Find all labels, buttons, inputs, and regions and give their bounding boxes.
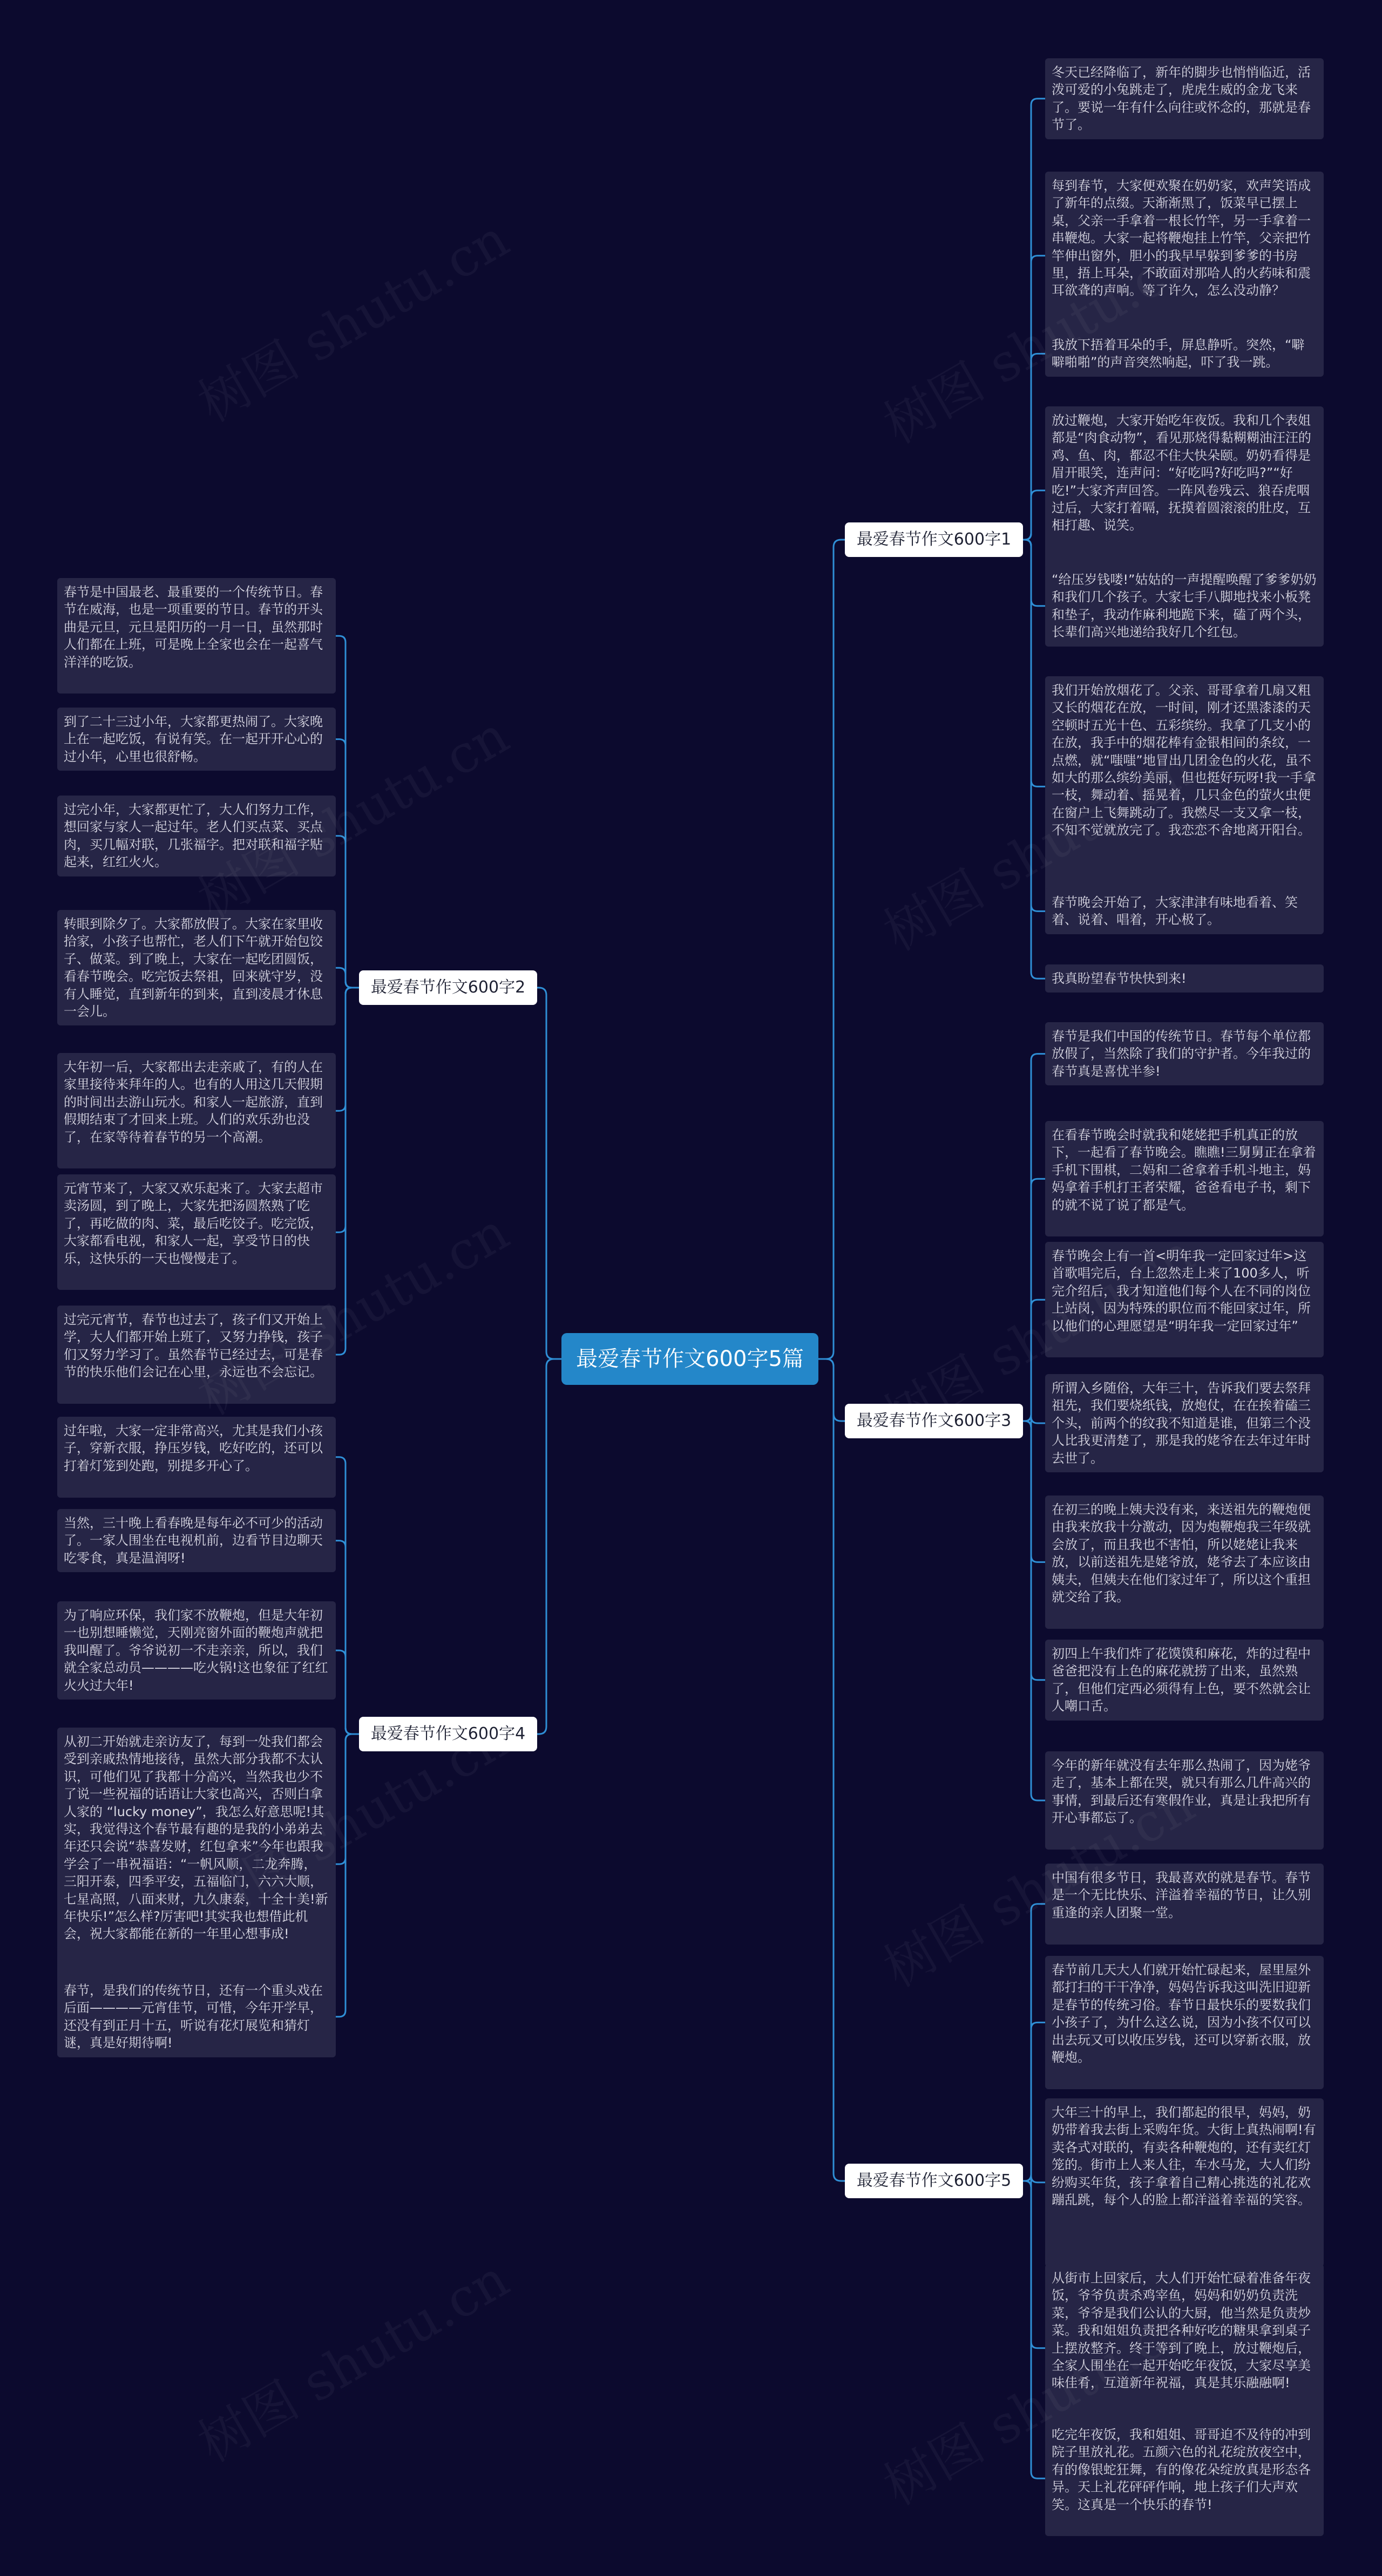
branch-leaf-link — [1023, 1300, 1045, 1421]
leaf-node[interactable]: 春节是中国最老、最重要的一个传统节日。春节在威海，也是一项重要的节日。春节的开头曲是元旦，元旦是阳历的一月一日，虽然那时人们都在上班，可是晚上全家也会在一起喜气洋洋的吃饭。 — [57, 578, 336, 694]
leaf-node[interactable]: “给压岁钱喽!”姑姑的一声提醒唤醒了爹爹奶奶和我们几个孩子。大家七手八脚地找来小板凳和垫子，我动作麻利地跪下来，磕了两个头，长辈们高兴地递给我好几个红包。 — [1045, 566, 1324, 647]
branch-topic-2[interactable]: 最爱春节作文600字2 — [359, 970, 537, 1005]
leaf-node[interactable]: 我放下捂着耳朵的手，屏息静听。突然，“噼噼啪啪”的声音突然响起，吓了我一跳。 — [1045, 331, 1324, 377]
branch-leaf-link — [336, 988, 359, 1355]
branch-topic-1[interactable]: 最爱春节作文600字1 — [845, 522, 1023, 557]
branch-leaf-link — [1023, 540, 1045, 606]
leaf-node[interactable]: 冬天已经降临了，新年的脚步也悄悄临近，活泼可爱的小兔跳走了，虎虎生威的金龙飞来了。要说一年有什么向往或怀念的，那就是春节了。 — [1045, 58, 1324, 139]
branch-topic-5[interactable]: 最爱春节作文600字5 — [845, 2164, 1023, 2198]
branch-topic-4[interactable]: 最爱春节作文600字4 — [359, 1717, 537, 1751]
branch-leaf-link — [336, 636, 359, 988]
branch-leaf-link — [1023, 354, 1045, 540]
branch-leaf-link — [336, 1650, 359, 1734]
leaf-node[interactable]: 我们开始放烟花了。父亲、哥哥拿着几扇又粗又长的烟花在放，一时间，刚才还黑漆漆的天空顿时五光十色、五彩缤纷。我拿了几支小的在放，我手中的烟花棒有金银相间的条纹，一点燃，就“嗤嗤”地冒出几团金色的火花，虽不如大的那么缤纷美丽，但也挺好玩呀!我一手拿一枝，舞动着、摇晃着，几只金色的萤火虫便在窗户上飞舞跳动了。我燃尽一支又拿一枝，不知不觉就放完了。我恋恋不舍地离开阳台。 — [1045, 676, 1324, 897]
branch-leaf-link — [1023, 2181, 1045, 2348]
root-branch-link-4 — [537, 1359, 561, 1734]
leaf-node[interactable]: 放过鞭炮，大家开始吃年夜饭。我和几个表姐都是“肉食动物”，看见那烧得黏糊糊油汪汪的鸡、鱼、肉，都忍不住大快朵颐。奶奶看得是眉开眼笑，连声问：“好吃吗?好吃吗?”“好吃!”大家齐声回答。一阵风卷残云、狼吞虎咽过后，大家打着嗝，抚摸着圆滚滚的肚皮，互相打趣、说笑。 — [1045, 406, 1324, 575]
branch-leaf-link — [1023, 99, 1045, 540]
leaf-node[interactable]: 在初三的晚上姨夫没有来，来送祖先的鞭炮便由我来放我十分激动，因为炮鞭炮我三年级就会放了，而且我也不害怕，所以姥姥让我来放，以前送祖先是姥爷放，姥爷去了本应该由姨夫，但姨夫在他们家过年了，所以这个重担就交给了我。 — [1045, 1496, 1324, 1629]
leaf-node[interactable]: 过完元宵节，春节也过去了，孩子们又开始上学，大人们都开始上班了，又努力挣钱，孩子们又努力学习了。虽然春节已经过去，可是春节的快乐他们会记在心里，永远也不会忘记。 — [57, 1306, 336, 1404]
leaf-node[interactable]: 过年啦，大家一定非常高兴，尤其是我们小孩子，穿新衣服，挣压岁钱，吃好吃的，还可以打着灯笼到处跑，别提多开心了。 — [57, 1417, 336, 1498]
branch-leaf-link — [1023, 1417, 1045, 1428]
leaf-node[interactable]: 大年三十的早上，我们都起的很早，妈妈，奶奶带着我去街上采购年货。大街上真热闹啊!有卖各式对联的，有卖各种鞭炮的，还有卖红灯笼的。街市上人来人往，车水马龙，大人们纷纷购买年货，孩子拿着自己精心挑选的礼花欢蹦乱跳，每个人的脸上都洋溢着幸福的笑容。 — [1045, 2098, 1324, 2267]
leaf-node[interactable]: 今年的新年就没有去年那么热闹了，因为姥爷走了，基本上都在哭，就只有那么几件高兴的事情，到最后还有寒假作业，真是让我把所有开心事都忘了。 — [1045, 1751, 1324, 1850]
leaf-node[interactable]: 转眼到除夕了。大家都放假了。大家在家里收拾家，小孩子也帮忙，老人们下午就开始包饺子、做菜。到了晚上，大家在一起吃团圆饭，看春节晚会。吃完饭去祭祖，回来就守岁，没有人睡觉，直到新年的到来，直到凌晨才休息一会儿。 — [57, 910, 336, 1025]
branch-leaf-link — [336, 1541, 359, 1734]
branch-leaf-link — [1023, 540, 1045, 786]
root-topic[interactable]: 最爱春节作文600字5篇 — [561, 1333, 818, 1385]
leaf-node[interactable]: 我真盼望春节快快到来! — [1045, 964, 1324, 993]
leaf-node[interactable]: 过完小年，大家都更忙了，大人们努力工作，想回家与家人一起过年。老人们买点菜、买点肉，买几幅对联，几张福字。把对联和福字贴起来，红红火火。 — [57, 796, 336, 876]
root-branch-link-3 — [818, 1359, 845, 1421]
root-branch-link-1 — [818, 540, 845, 1359]
leaf-node[interactable]: 每到春节，大家便欢聚在奶奶家，欢声笑语成了新年的点缀。天渐渐黑了，饭菜早已摆上桌，父亲一手拿着一根长竹竿，另一手拿着一串鞭炮。大家一起将鞭炮挂上竹竿，父亲把竹竿伸出窗外，胆小的我早早躲到爹爹的书房里，捂上耳朵，不敢面对那哈人的火药味和震耳欲聋的声响。等了许久，怎么没动静？ — [1045, 172, 1324, 340]
leaf-node[interactable]: 春节晚会开始了，大家津津有味地看着、笑着、说着、唱着，开心极了。 — [1045, 888, 1324, 934]
leaf-node[interactable]: 当然，三十晚上看春晚是每年必不可少的活动了。一家人围坐在电视机前，边看节目边聊天吃零食，真是温润呀! — [57, 1509, 336, 1572]
leaf-node[interactable]: 春节，是我们的传统节日，还有一个重头戏在后面————元宵佳节，可惜，今年开学早，还没有到正月十五，听说有花灯展览和猜灯谜，真是好期待啊! — [57, 1976, 336, 2057]
branch-leaf-link — [1023, 1054, 1045, 1421]
root-branch-link-5 — [818, 1359, 845, 2181]
leaf-node[interactable]: 春节前几天大人们就开始忙碌起来，屋里屋外都打扫的干干净净，妈妈告诉我这叫洗旧迎新是春节的传统习俗。春节日最快乐的要数我们小孩子了，为什么这么说，因为小孩不仅可以出去玩又可以收压岁钱，还可以穿新衣服，放鞭炮。 — [1045, 1956, 1324, 2089]
leaf-node[interactable]: 春节晚会上有一首<明年我一定回家过年>这首歌唱完后，台上忽然走上来了100多人，听完介绍后，我才知道他们每个人在不同的岗位上站岗，因为特殊的职位而不能回家过年，所以他们的心理愿望是“明年我一定回家过年” — [1045, 1242, 1324, 1357]
leaf-node[interactable]: 在看春节晚会时就我和姥姥把手机真正的放下，一起看了春节晚会。瞧瞧!三舅舅正在拿着手机下围棋，二妈和二爸拿着手机斗地主，妈妈拿着手机打王者荣耀，爸爸看电子书，剩下的就不说了说了都是气。 — [1045, 1121, 1324, 1236]
branch-leaf-link — [1023, 1421, 1045, 1800]
branch-leaf-link — [336, 988, 359, 1232]
branch-leaf-link — [1023, 2022, 1045, 2181]
leaf-node[interactable]: 中国有很多节日，我最喜欢的就是春节。春节是一个无比快乐、洋溢着幸福的节日，让久别重逢的亲人团聚一堂。 — [1045, 1864, 1324, 1945]
leaf-node[interactable]: 初四上午我们炸了花馍馍和麻花，炸的过程中爸爸把没有上色的麻花就捞了出来，虽然熟了，但他们定西必须得有上色，要不然就会让人嘲口舌。 — [1045, 1640, 1324, 1721]
branch-leaf-link — [336, 968, 359, 988]
root-branch-link-2 — [537, 988, 561, 1359]
branch-leaf-link — [336, 1734, 359, 2017]
leaf-node[interactable]: 元宵节来了，大家又欢乐起来了。大家去超市卖汤圆，到了晚上，大家先把汤圆熬熟了吃了，再吃做的肉、菜，最后吃饺子。吃完饭，大家都看电视，和家人一起，享受节日的快乐，这快乐的一天也慢慢走了。 — [57, 1174, 336, 1290]
leaf-node[interactable]: 吃完年夜饭，我和姐姐、哥哥迫不及待的冲到院子里放礼花。五颜六色的礼花绽放夜空中，有的像银蛇狂舞，有的像花朵绽放真是形态各异。天上礼花砰砰作响，地上孩子们大声欢笑。这真是一个快乐的春节! — [1045, 2421, 1324, 2536]
branch-leaf-link — [336, 836, 359, 988]
branch-leaf-link — [1023, 1421, 1045, 1562]
branch-leaf-link — [1023, 1421, 1045, 1680]
branch-leaf-link — [1023, 2181, 1045, 2478]
leaf-node[interactable]: 所谓入乡随俗，大年三十，告诉我们要去祭拜祖先，我们要烧纸钱，放炮仗，在在挨着磕三个头，前两个的纹我不知道是谁，但第三个没人比我更清楚了，那是我的姥爷在去年过年时去世了。 — [1045, 1374, 1324, 1472]
branch-leaf-link — [336, 739, 359, 988]
branch-topic-3[interactable]: 最爱春节作文600字3 — [845, 1404, 1023, 1438]
leaf-node[interactable]: 大年初一后，大家都出去走亲戚了，有的人在家里接待来拜年的人。也有的人用这几天假期的时间出去游山玩水。和家人一起旅游，直到假期结束了才回来上班。人们的欢乐劲也没了，在家等待着春节的另一个高潮。 — [57, 1053, 336, 1168]
leaf-node[interactable]: 从街市上回家后，大人们开始忙碌着准备年夜饭，爷爷负责杀鸡宰鱼，妈妈和奶奶负责洗菜，爷爷是我们公认的大厨，他当然是负责炒菜。我和姐姐负责把各种好吃的糖果拿到桌子上摆放整齐。终于等到了晚上，放过鞭炮后，全家人围坐在一起开始吃年夜饭，大家尽享美味佳肴，互道新年祝福，真是其乐融融啊! — [1045, 2264, 1324, 2432]
branch-leaf-link — [1023, 256, 1045, 540]
leaf-node[interactable]: 为了响应环保，我们家不放鞭炮，但是大年初一也别想睡懒觉，天刚亮窗外面的鞭炮声就把我叫醒了。爷爷说初一不走亲亲，所以，我们就全家总动员————吃火锅!这也象征了红红火火过大年! — [57, 1601, 336, 1700]
leaf-node[interactable]: 从初二开始就走亲访友了，每到一处我们都会受到亲戚热情地接待，虽然大部分我都不太认识，可他们见了我都十分高兴，当然我也少不了说一些祝福的话语让大家也高兴，否则白拿人家的 “lucky money”，我怎么好意思呢!其实，我觉得这个春节最有趣的是我的小弟弟去年还只会说“恭喜发财，红包拿来”今年也跟我学会了一串祝福语：“一帆风顺，二龙奔腾，三阳开泰，四季平安，五福临门，六六大顺，七星高照，八面来财，九久康泰，十全十美!新年快乐!”怎么样?厉害吧!其实我也想借此机会，祝大家都能在新的一年里心想事成! — [57, 1728, 336, 2001]
branch-leaf-link — [336, 1457, 359, 1734]
branch-leaf-link — [1023, 491, 1045, 540]
branch-leaf-link — [1023, 540, 1045, 911]
branch-leaf-link — [1023, 1904, 1045, 2181]
leaf-node[interactable]: 春节是我们中国的传统节日。春节每个单位都放假了，当然除了我们的守护者。今年我过的春节真是喜忧半参! — [1045, 1022, 1324, 1085]
branch-leaf-link — [336, 988, 359, 1111]
leaf-node[interactable]: 到了二十三过小年，大家都更热闹了。大家晚上在一起吃饭，有说有笑。在一起开开心心的过小年，心里也很舒畅。 — [57, 708, 336, 771]
branch-leaf-link — [336, 1734, 359, 1864]
